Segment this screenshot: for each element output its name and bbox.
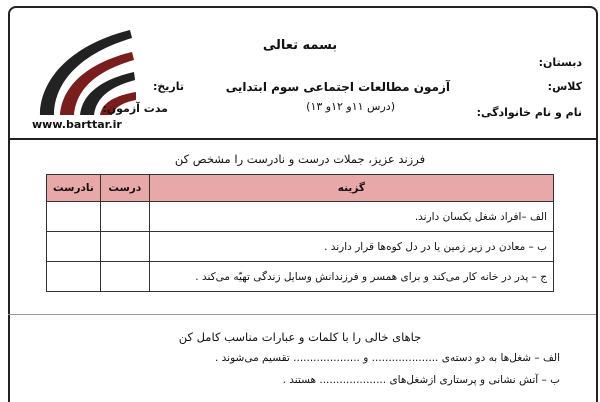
header-divider xyxy=(8,138,596,140)
correct-header: درست xyxy=(100,175,149,202)
lessons-label: (درس ۱۱و ۱۲و ۱۳) xyxy=(306,100,395,113)
option-header: گزینه xyxy=(149,175,553,202)
page-title: بسمه تعالی xyxy=(262,38,338,53)
incorrect-cell[interactable] xyxy=(47,232,101,262)
fill-blank-item: الف – شغل‌ها به دو دسته‌ی .................... و .................... تقسیم می‌شوند . xyxy=(215,352,560,364)
table-row xyxy=(47,202,554,232)
name-label: نام و نام خانوادگی: xyxy=(476,106,582,119)
table-row xyxy=(47,262,554,292)
section1-instruction: فرزند عزیز، جملات درست و نادرست را مشخص کن xyxy=(174,152,426,166)
incorrect-cell[interactable] xyxy=(47,262,101,292)
duration-label: مدت آزمون: xyxy=(102,102,168,115)
date-label: تاریخ: xyxy=(152,80,184,93)
statement-cell: ج – پدر در خانه کار می‌کند و برای همسر و فرزندانش وسایل زندگی تهیّه می‌کند . xyxy=(149,262,553,292)
true-false-table xyxy=(46,174,554,292)
table-row xyxy=(47,232,554,262)
correct-cell[interactable] xyxy=(100,232,149,262)
section2-instruction: جاهای خالی را با کلمات و عبارات مناسب کامل کن xyxy=(178,330,422,344)
section-divider xyxy=(8,314,596,315)
correct-cell[interactable] xyxy=(100,202,149,232)
correct-cell[interactable] xyxy=(100,262,149,292)
class-label: کلاس: xyxy=(547,80,582,93)
incorrect-cell[interactable] xyxy=(47,202,101,232)
statement-cell: ب – معادن در زیر زمین یا در دل کوه‌ها قرار دارند . xyxy=(149,232,553,262)
school-label: دبستان: xyxy=(538,56,582,69)
exam-title: آزمون مطالعات اجتماعی سوم ابتدایی xyxy=(225,80,450,94)
incorrect-header: نادرست xyxy=(47,175,101,202)
statement-cell: الف –افراد شغل یکسان دارند. xyxy=(149,202,553,232)
site-url: www.barttar.ir xyxy=(32,118,122,131)
fill-blank-item: ب – آتش نشانی و پرستاری ازشغل‌های .................... هستند . xyxy=(282,374,560,386)
